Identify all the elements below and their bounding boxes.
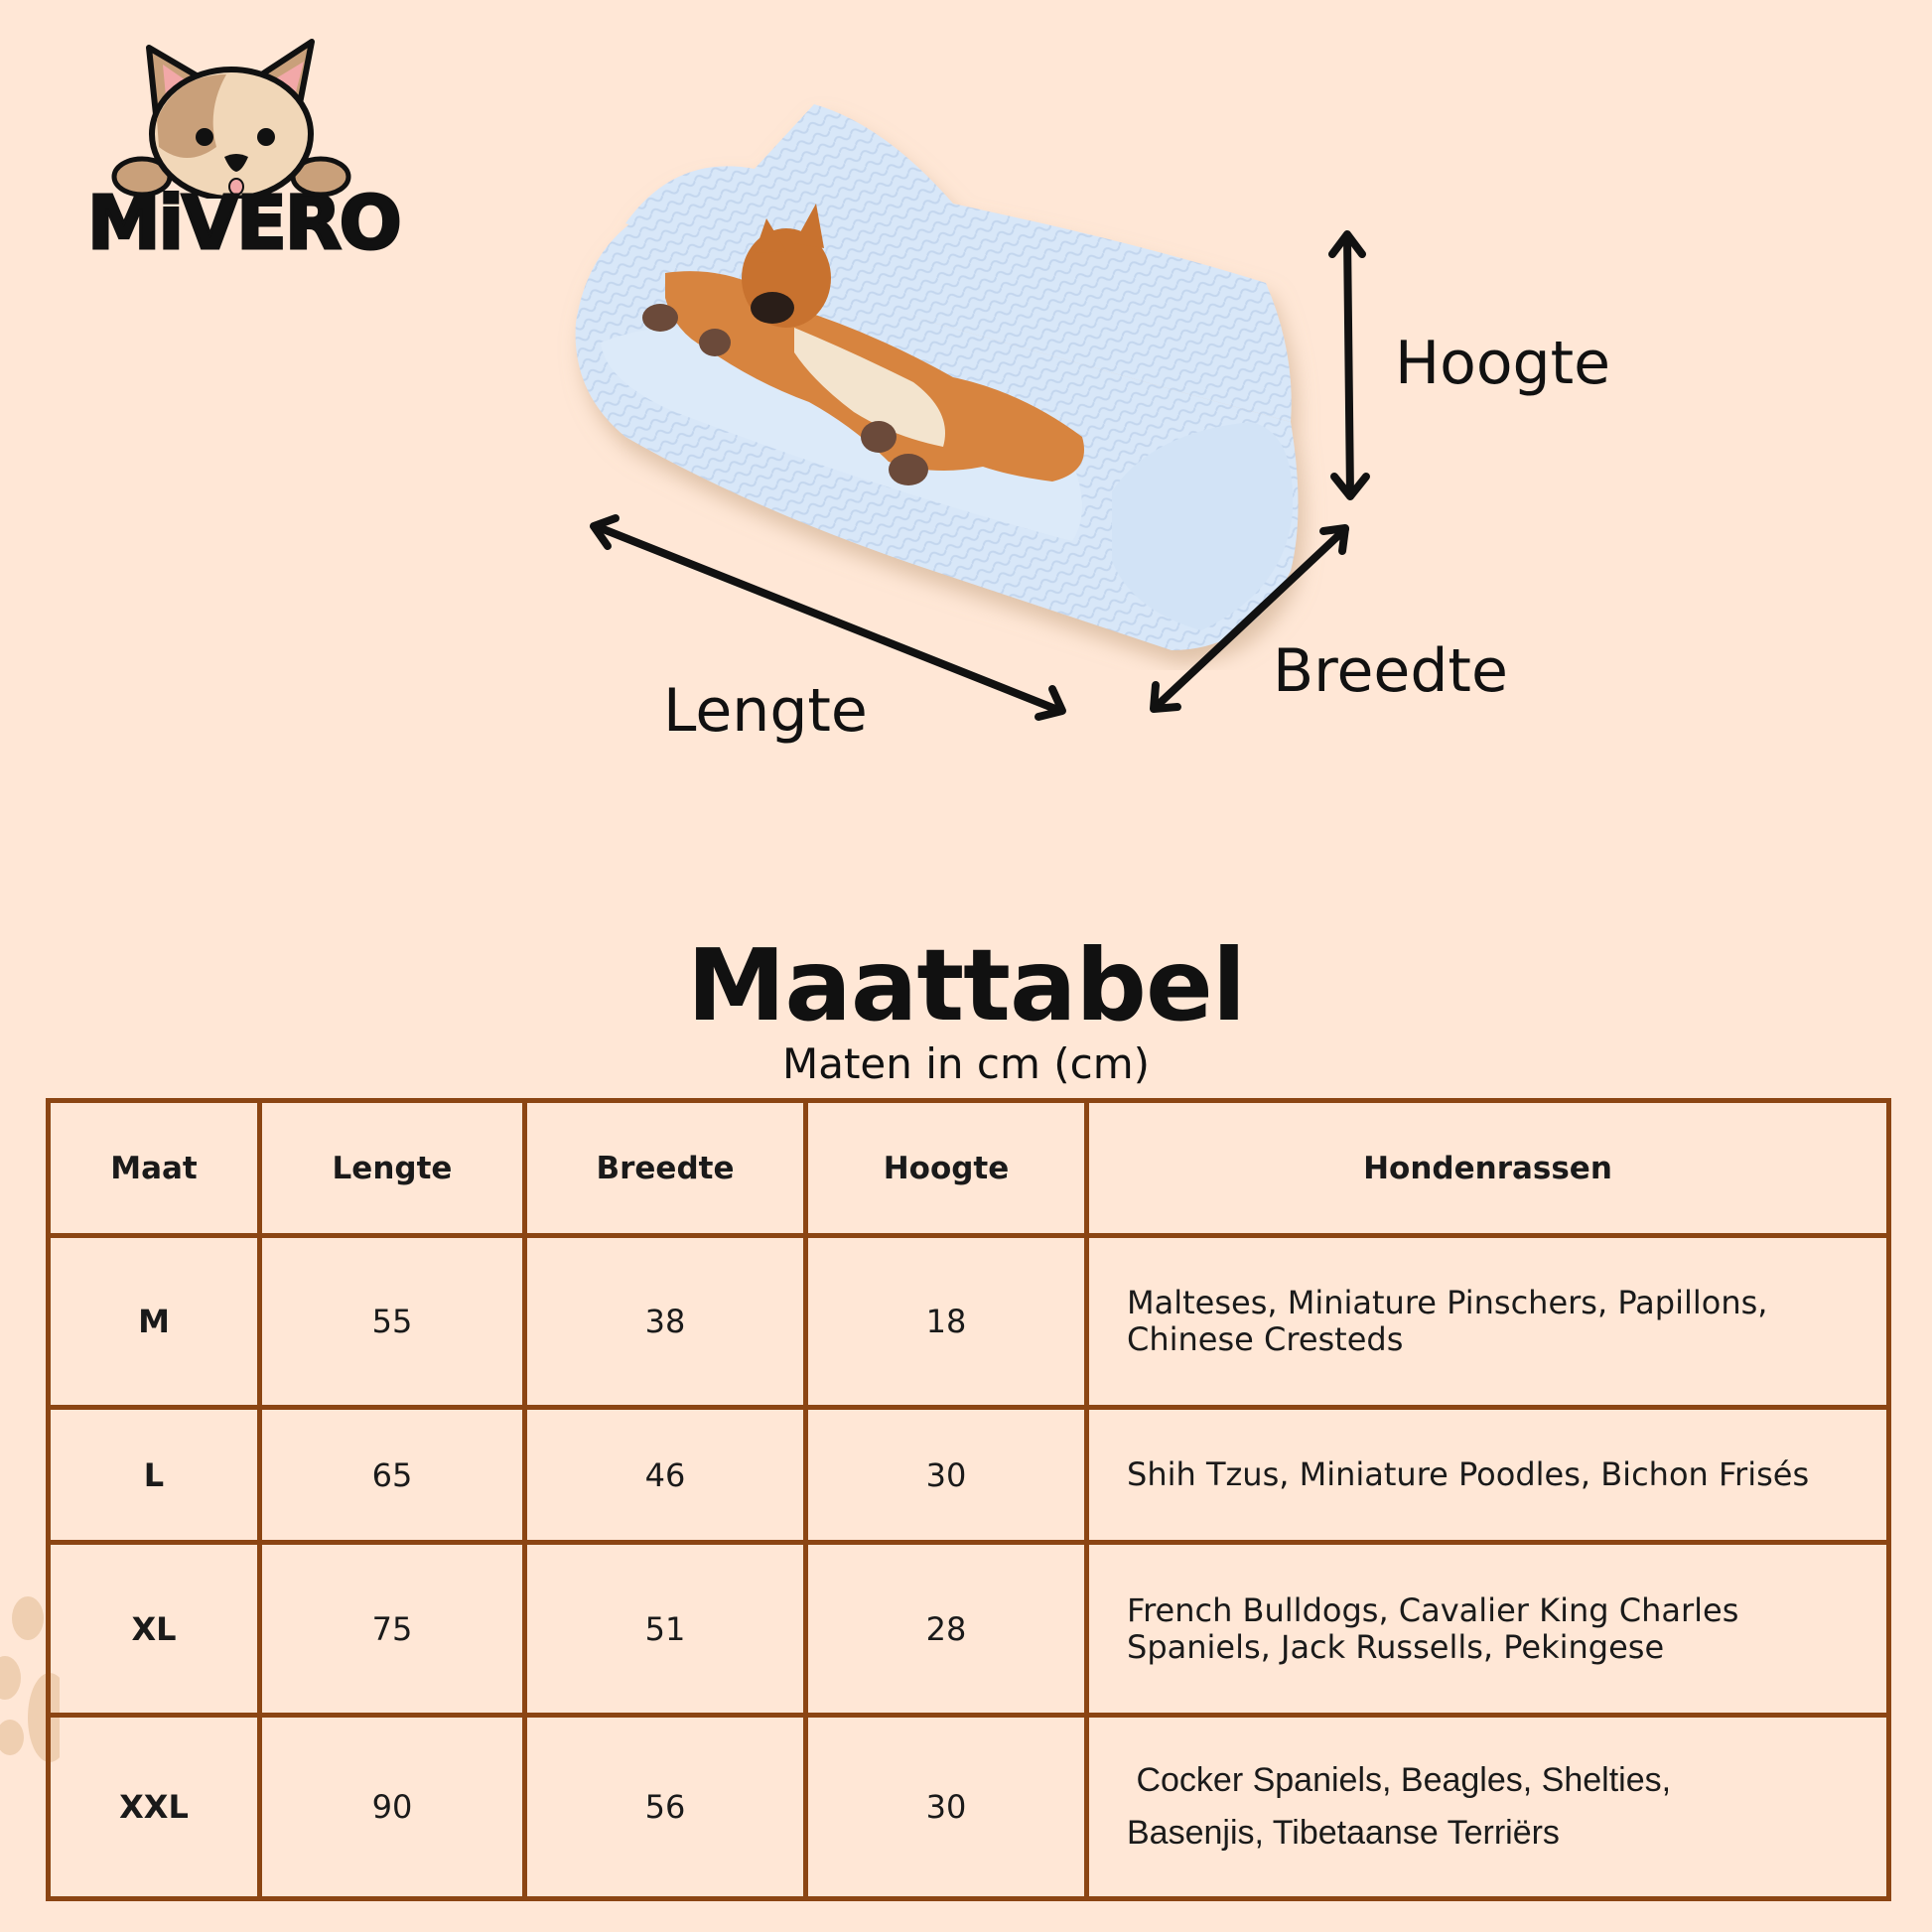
width-label: Breedte <box>1273 636 1508 706</box>
cell-height: 30 <box>806 1408 1087 1543</box>
dog-mascot-icon <box>87 30 375 199</box>
height-arrow-icon <box>1347 236 1350 494</box>
breeds-line: Spaniels, Jack Russells, Pekingese <box>1127 1627 1665 1666</box>
cell-length: 75 <box>260 1543 525 1716</box>
breeds-line: French Bulldogs, Cavalier King Charles <box>1127 1590 1739 1629</box>
cell-size: XXL <box>49 1716 260 1899</box>
cell-length: 65 <box>260 1408 525 1543</box>
cell-breeds <box>1087 1716 1889 1899</box>
header-width: Breedte <box>525 1101 806 1236</box>
cell-width: 46 <box>525 1408 806 1543</box>
cell-width: 51 <box>525 1543 806 1716</box>
page-subtitle: Maten in cm (cm) <box>781 1039 1151 1088</box>
cell-width: 56 <box>525 1716 806 1899</box>
length-label: Lengte <box>663 676 868 746</box>
breeds-line: Basenjis, Tibetaanse Terriërs <box>1127 1814 1560 1852</box>
cell-breeds <box>1087 1408 1889 1543</box>
header-size: Maat <box>49 1101 260 1236</box>
cell-size: M <box>49 1236 260 1408</box>
breeds-line: Cocker Spaniels, Beagles, Shelties, <box>1127 1761 1672 1800</box>
header-height: Hoogte <box>806 1101 1087 1236</box>
cell-size: XL <box>49 1543 260 1716</box>
cell-width: 38 <box>525 1236 806 1408</box>
cell-size: L <box>49 1408 260 1543</box>
breeds-line: Shih Tzus, Miniature Poodles, Bichon Frisés <box>1127 1455 1810 1494</box>
table-header-row <box>49 1101 1889 1236</box>
size-chart-table <box>46 1098 1891 1901</box>
brand-name: MiVERO <box>87 181 400 266</box>
height-label: Hoogte <box>1395 329 1611 398</box>
dog-sofa-bed-image <box>556 94 1330 670</box>
header-length: Lengte <box>260 1101 525 1236</box>
cell-breeds <box>1087 1543 1889 1716</box>
table-row <box>49 1543 1889 1716</box>
cell-length: 55 <box>260 1236 525 1408</box>
cell-height: 30 <box>806 1716 1087 1899</box>
table-row <box>49 1408 1889 1543</box>
table-row <box>49 1716 1889 1899</box>
cell-length: 90 <box>260 1716 525 1899</box>
brand-logo <box>87 30 400 268</box>
header-breeds: Hondenrassen <box>1087 1101 1889 1236</box>
page-title: Maattabel <box>686 927 1246 1043</box>
cell-breeds <box>1087 1236 1889 1408</box>
breeds-line: Malteses, Miniature Pinschers, Papillons, <box>1127 1284 1768 1322</box>
table-row <box>49 1236 1889 1408</box>
breeds-line: Chinese Cresteds <box>1127 1320 1404 1358</box>
cell-height: 28 <box>806 1543 1087 1716</box>
cell-height: 18 <box>806 1236 1087 1408</box>
